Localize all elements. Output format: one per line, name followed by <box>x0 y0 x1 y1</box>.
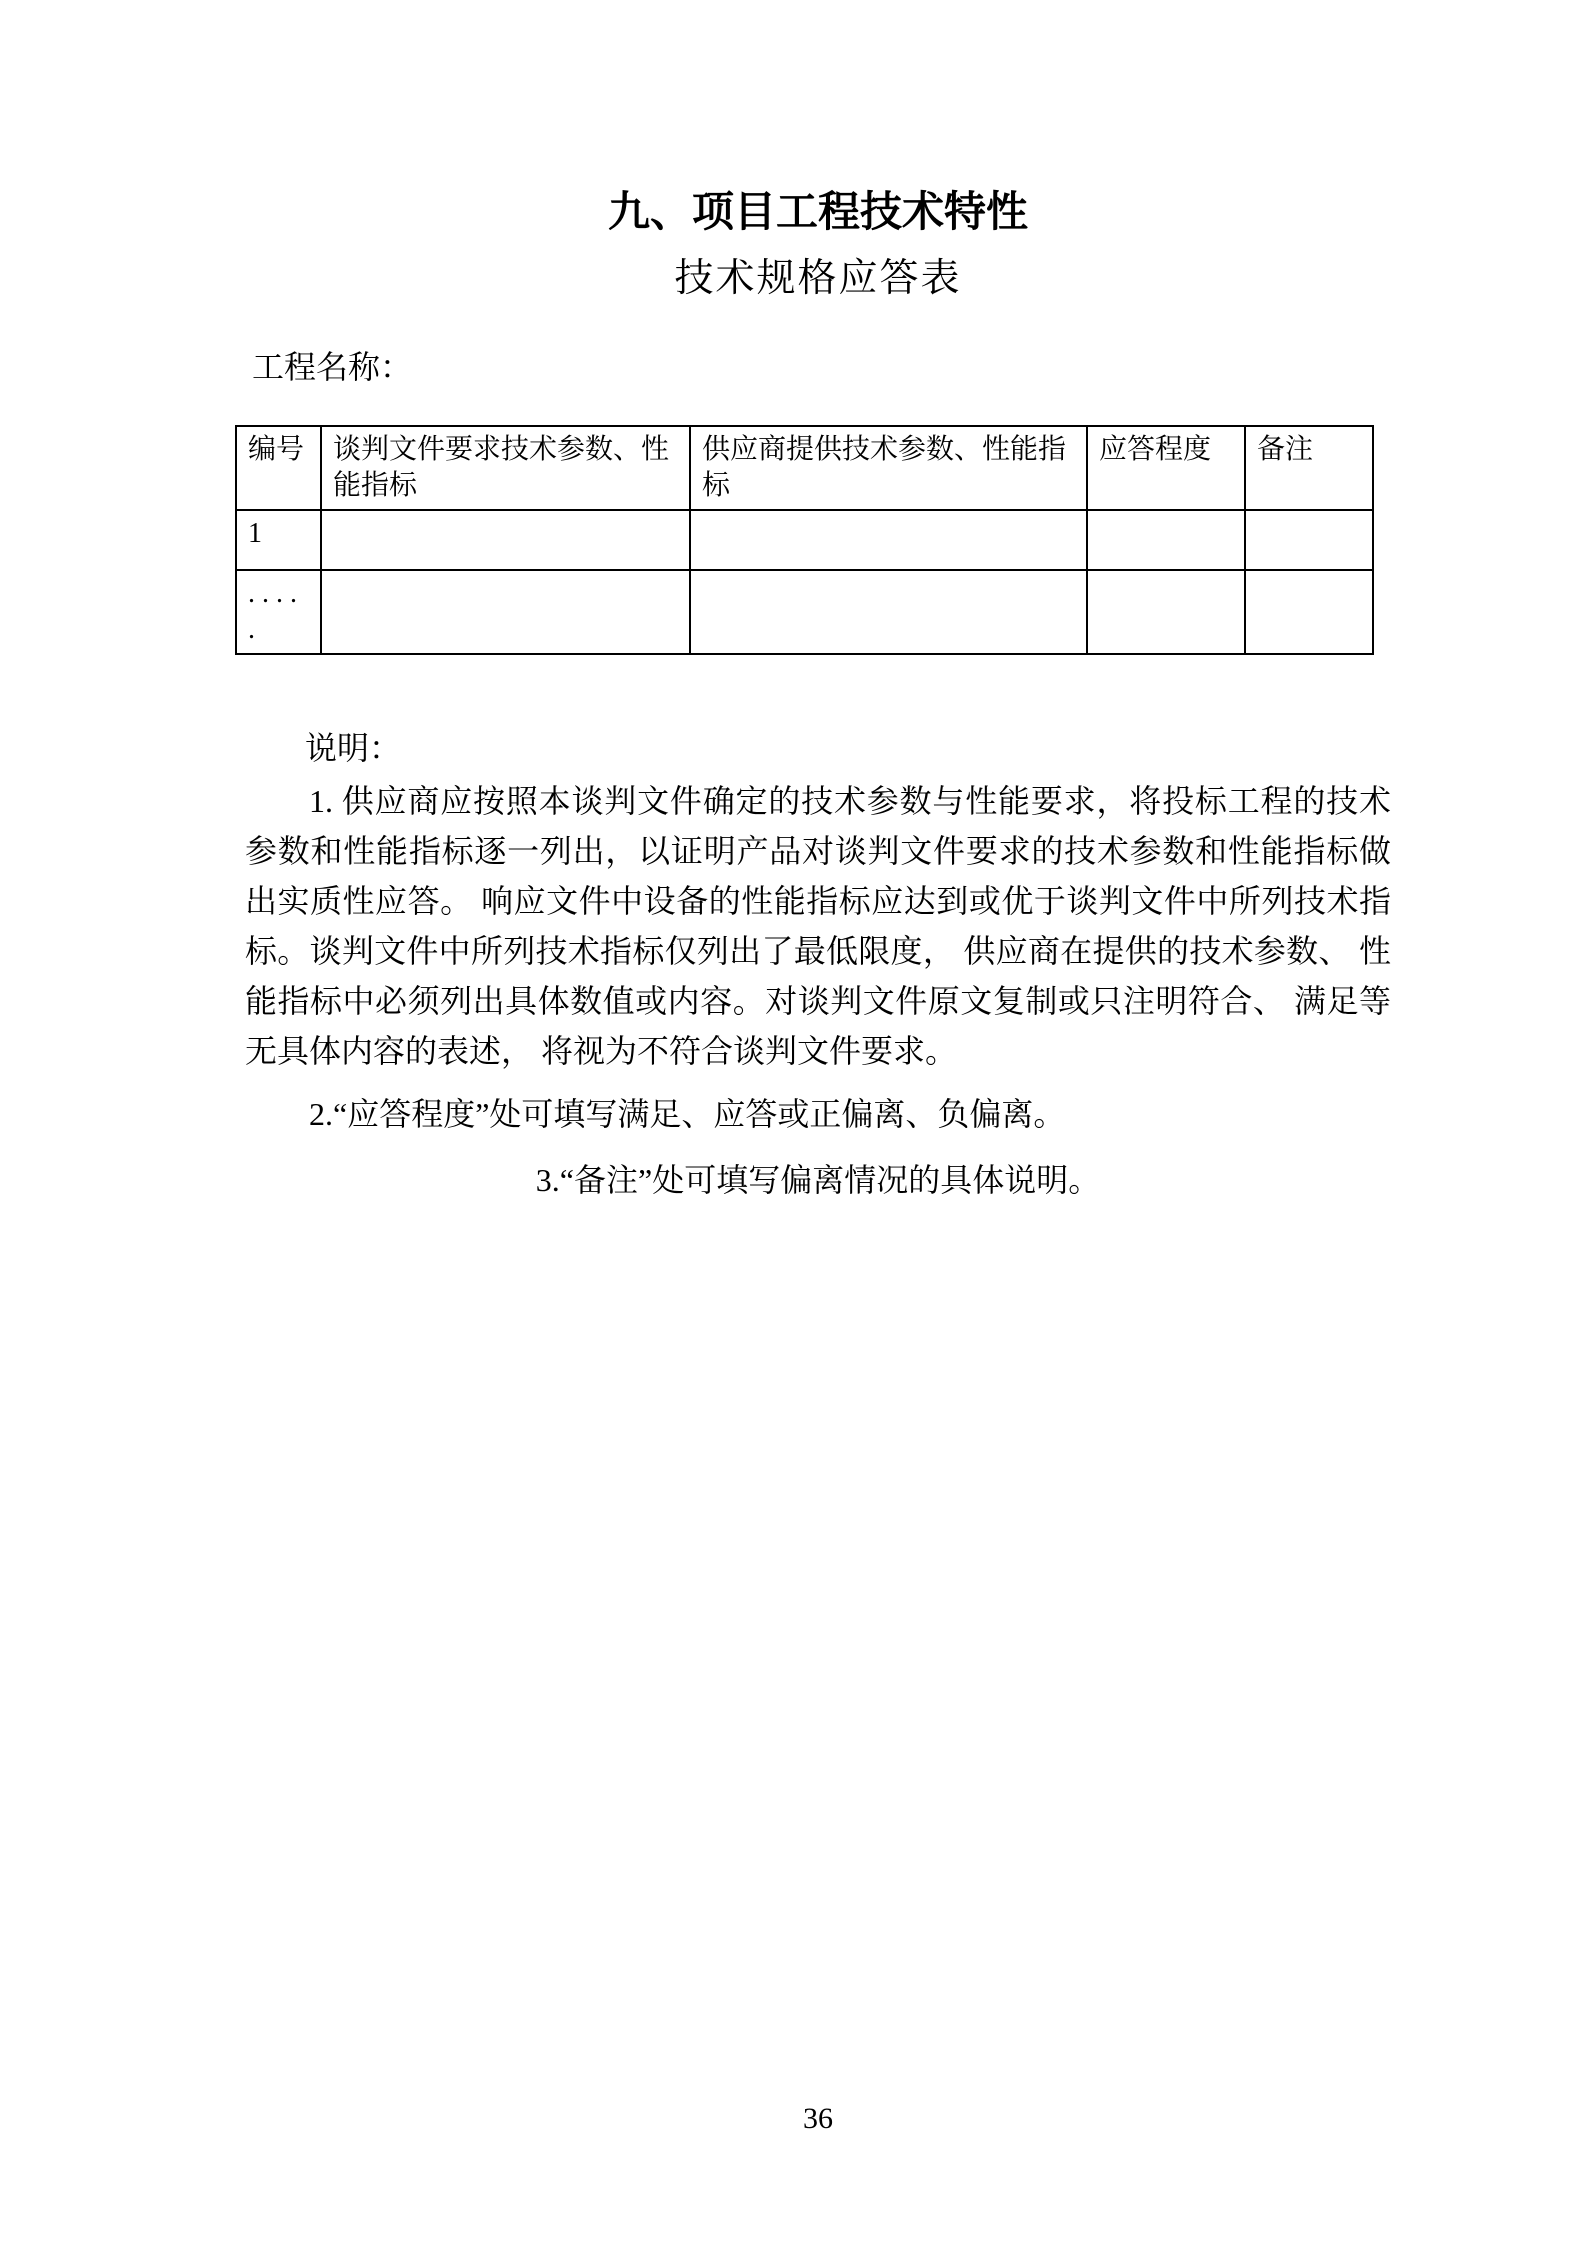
spec-response-table <box>235 425 1374 655</box>
page-number: 36 <box>803 2102 833 2135</box>
cell-row1-remarks <box>1245 510 1373 570</box>
header-cell-remarks: 备注 <box>1245 426 1373 510</box>
table-row <box>236 510 1373 570</box>
page-title: 九、项目工程技术特性 <box>607 190 1028 236</box>
cell-row2-supplier-params <box>690 570 1087 654</box>
table-header-row <box>236 426 1373 510</box>
note-item-3: 3.“备注”处可填写偏离情况的具体说明。 <box>535 1162 1101 1198</box>
ellipsis-dots-line-1: . . . . <box>248 578 297 609</box>
project-name-label: 工程名称： <box>252 349 413 385</box>
table-row <box>236 570 1373 654</box>
cell-row1-response-degree <box>1087 510 1245 570</box>
header-cell-number: 编号 <box>236 426 321 510</box>
cell-row2-remarks <box>1245 570 1373 654</box>
notes-heading: 说明： <box>305 730 402 766</box>
note-item-2: 2.“应答程度”处可填写满足、应答或正偏离、负偏离。 <box>309 1096 1066 1132</box>
cell-row2-response-degree <box>1087 570 1245 654</box>
page-subtitle: 技术规格应答表 <box>674 257 962 300</box>
ellipsis-dots-line-2: . <box>248 614 255 645</box>
cell-row1-required-params <box>321 510 690 570</box>
header-cell-supplier-params: 供应商提供技术参数、性能指标 <box>690 426 1087 510</box>
header-cell-response-degree: 应答程度 <box>1087 426 1245 510</box>
header-cell-required-params: 谈判文件要求技术参数、性能指标 <box>321 426 690 510</box>
cell-row1-supplier-params <box>690 510 1087 570</box>
cell-row2-required-params <box>321 570 690 654</box>
cell-row2-number <box>236 570 321 654</box>
note-item-1: 1. 供应商应按照本谈判文件确定的技术参数与性能要求，将投标工程的技术参数和性能指标逐一列出，以证明产品对谈判文件要求的技术参数和性能指标做出实质性应答。 响应文件中设备的性能指标应达到或优于谈判文件中所列技术指标。谈判文件中所列技术指标仅列出了最低限度， 供应商在提供的技术参数、 性能指标中必须列出具体数值或内容。对谈判文件原文复制或只注明符合、 满足等无具体内容的表述， 将视为不符合谈判文件要求。 <box>245 783 1391 1069</box>
cell-row1-number: 1 <box>236 510 321 570</box>
